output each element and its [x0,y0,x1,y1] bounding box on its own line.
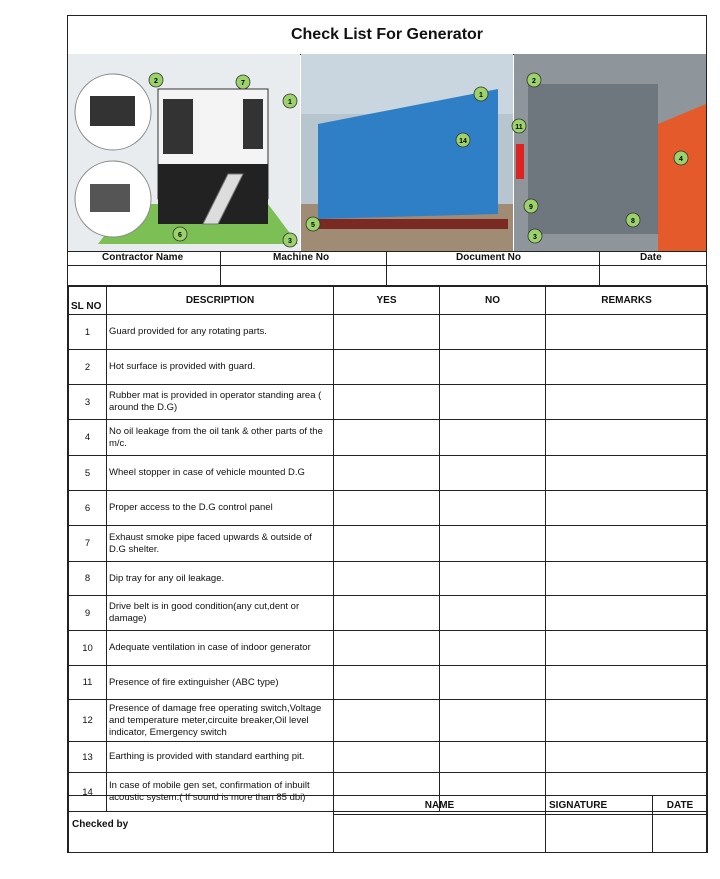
callout-number: 1 [479,92,483,99]
generator-illustration [68,54,706,251]
callout-number: 2 [154,78,158,85]
callout-number: 9 [529,204,533,211]
row-description: Guard provided for any rotating parts. [107,315,334,350]
remarks-cell[interactable] [546,666,708,700]
row-number: 4 [69,420,107,456]
remarks-cell[interactable] [546,596,708,631]
row-number: 7 [69,526,107,562]
row-number: 5 [69,456,107,491]
no-cell[interactable] [440,350,546,385]
row-description: Hot surface is provided with guard. [107,350,334,385]
row-description: Presence of damage free operating switch,Voltage and temperature meter,circuite breaker,Oil level indicator, Emergency switch [107,700,334,742]
remarks-cell[interactable] [546,700,708,742]
callout-number: 2 [532,78,536,85]
table-row [69,315,708,350]
yes-cell[interactable] [334,666,440,700]
name-label: NAME [334,796,546,815]
table-row [69,596,708,631]
no-header: NO [440,286,546,315]
callout-number: 8 [631,218,635,225]
signoff-section [68,795,707,853]
row-description: Wheel stopper in case of vehicle mounted D.G [107,456,334,491]
row-description: Rubber mat is provided in operator standing area ( around the D.G) [107,385,334,420]
yes-cell[interactable] [334,420,440,456]
no-cell[interactable] [440,562,546,596]
machine-no-label: Machine No [273,252,330,263]
callout-number: 6 [178,232,182,239]
contractor-name-label: Contractor Name [102,252,184,263]
row-description: Exhaust smoke pipe faced upwards & outside of D.G shelter. [107,526,334,562]
description-header: DESCRIPTION [107,286,334,315]
yes-cell[interactable] [334,700,440,742]
yes-header: YES [334,286,440,315]
row-number: 9 [69,596,107,631]
table-row [69,350,708,385]
table-row [69,456,708,491]
callout-number: 1 [288,99,292,106]
remarks-cell[interactable] [546,742,708,773]
table-row [69,385,708,420]
remarks-cell[interactable] [546,562,708,596]
checklist-sheet [67,15,707,853]
table-row [69,666,708,700]
row-number: 14 [69,773,107,812]
yes-cell[interactable] [334,742,440,773]
info-header-row [68,251,706,265]
table-row [69,562,708,596]
table-row [69,631,708,666]
row-description: No oil leakage from the oil tank & other parts of the m/c. [107,420,334,456]
row-number: 3 [69,385,107,420]
name-field[interactable] [334,815,546,853]
table-row [69,526,708,562]
callout-number: 3 [288,238,292,245]
yes-cell[interactable] [334,350,440,385]
row-description: Proper access to the D.G control panel [107,491,334,526]
table-row [69,420,708,456]
checklist-table [68,285,708,812]
callout-number: 7 [241,80,245,87]
table-row [69,491,708,526]
no-cell[interactable] [440,456,546,491]
remarks-cell[interactable] [546,526,708,562]
remarks-cell[interactable] [546,385,708,420]
no-cell[interactable] [440,420,546,456]
row-number: 13 [69,742,107,773]
yes-cell[interactable] [334,385,440,420]
row-description: In case of mobile gen set, confirmation of inbuilt acoustic system.( If sound is more than 85 dbi) [107,773,334,812]
row-description: Earthing is provided with standard earthing pit. [107,742,334,773]
callout-number: 4 [679,156,683,163]
callout-number: 5 [311,222,315,229]
remarks-header: REMARKS [546,286,708,315]
table-header-row [69,286,708,315]
remarks-cell[interactable] [546,315,708,350]
no-cell[interactable] [440,385,546,420]
generator-photo-strip [68,54,706,252]
row-number: 2 [69,350,107,385]
no-cell[interactable] [440,700,546,742]
remarks-cell[interactable] [546,420,708,456]
yes-cell[interactable] [334,491,440,526]
remarks-cell[interactable] [546,350,708,385]
row-number: 11 [69,666,107,700]
row-description: Adequate ventilation in case of indoor generator [107,631,334,666]
yes-cell[interactable] [334,526,440,562]
yes-cell[interactable] [334,596,440,631]
no-cell[interactable] [440,315,546,350]
yes-cell[interactable] [334,315,440,350]
row-number: 10 [69,631,107,666]
date-field[interactable] [653,815,708,853]
yes-cell[interactable] [334,456,440,491]
row-description: Dip tray for any oil leakage. [107,562,334,596]
row-number: 12 [69,700,107,742]
row-number: 1 [69,315,107,350]
row-number: 6 [69,491,107,526]
info-entry-row[interactable] [68,265,706,287]
page-title: Check List For Generator [68,16,706,55]
no-cell[interactable] [440,491,546,526]
no-cell[interactable] [440,666,546,700]
row-description: Drive belt is in good condition(any cut,dent or damage) [107,596,334,631]
callout-number: 11 [515,124,523,131]
document-no-label: Document No [456,252,521,263]
sl-no-header: SL NO [69,286,107,315]
date-footer-label: DATE [653,796,708,815]
callout-number: 14 [459,138,467,145]
row-description: Presence of fire extinguisher (ABC type) [107,666,334,700]
no-cell[interactable] [440,631,546,666]
row-number: 8 [69,562,107,596]
no-cell[interactable] [440,526,546,562]
table-row [69,700,708,742]
no-cell[interactable] [440,596,546,631]
signature-field[interactable] [546,815,653,853]
callout-number: 3 [533,234,537,241]
signature-label: SIGNATURE [546,796,653,815]
yes-cell[interactable] [334,631,440,666]
yes-cell[interactable] [334,562,440,596]
checked-by-label: Checked by [69,796,334,853]
remarks-cell[interactable] [546,631,708,666]
remarks-cell[interactable] [546,456,708,491]
date-label: Date [640,252,662,263]
no-cell[interactable] [440,742,546,773]
remarks-cell[interactable] [546,491,708,526]
table-row [69,742,708,773]
